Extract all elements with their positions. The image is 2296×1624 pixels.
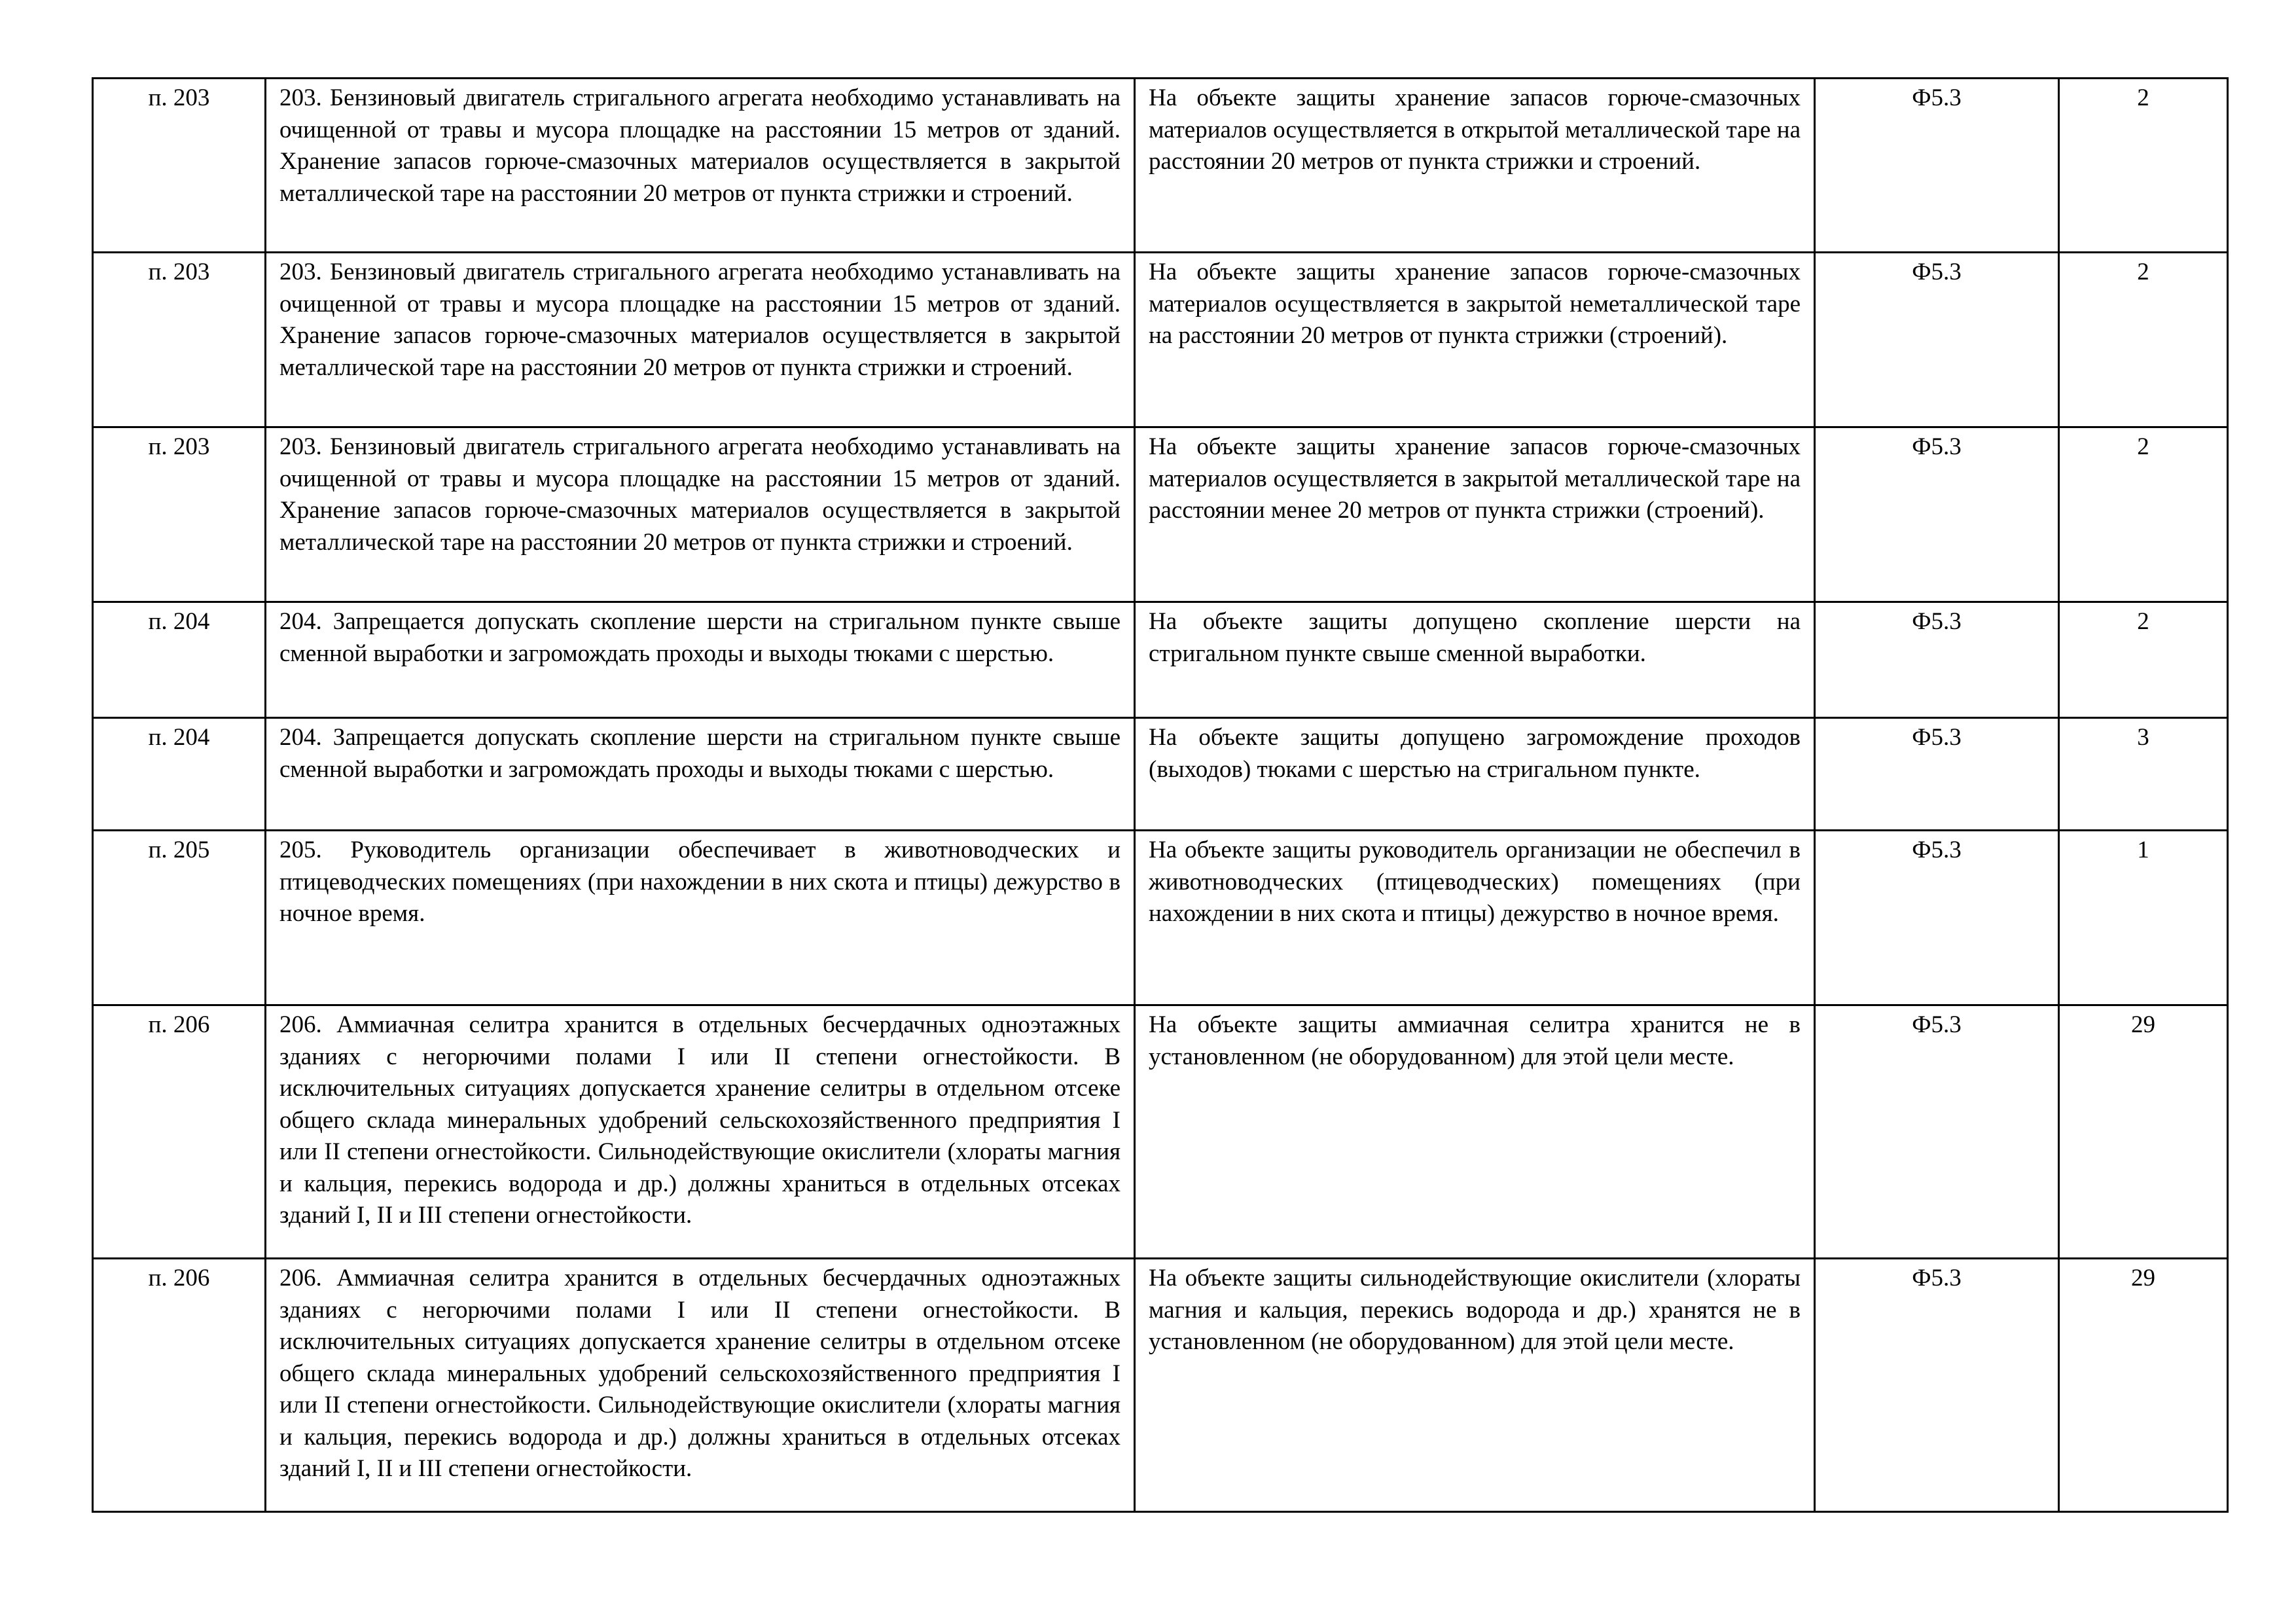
requirement-text: 206. Аммиачная селитра хранится в отдельных бесчердачных одноэтажных зданиях с негорючими полами I или II степени огнестойкости. В исключительных ситуациях допускается хранение селитры в отдельном отсеке общего склада минеральных удобрений сельскохозяйственного предприятия I или II степени огнестойкости. Сильнодействующие окислители (хлораты магния и кальция, перекись водорода и др.) должны храниться в отдельных отсеках зданий I, II и III степени огнестойкости. [279, 1265, 1121, 1482]
number-cell [2059, 427, 2228, 602]
number-cell [2059, 602, 2228, 718]
clause-ref-cell [93, 831, 266, 1005]
class-cell [1815, 1005, 2059, 1259]
functional-class: Ф5.3 [1912, 84, 1962, 111]
violation-text: На объекте защиты аммиачная селитра хранится не в установленном (не оборудованном) для этой цели месте. [1149, 1011, 1801, 1070]
requirement-cell [266, 1005, 1135, 1259]
clause-ref: п. 203 [148, 259, 210, 285]
clause-ref-cell [93, 602, 266, 718]
requirement-text: 203. Бензиновый двигатель стригального агрегата необходимо устанавливать на очищенной от травы и мусора площадке на расстоянии 15 метров от зданий. Хранение запасов горюче-смазочных материалов осуществляется в закрытой металлической таре на расстоянии 20 метров от пункта стрижки и строений. [279, 259, 1121, 381]
table-row [93, 602, 2228, 718]
number-cell [2059, 831, 2228, 1005]
class-cell [1815, 831, 2059, 1005]
class-cell [1815, 718, 2059, 831]
requirement-text: 203. Бензиновый двигатель стригального агрегата необходимо устанавливать на очищенной от травы и мусора площадке на расстоянии 15 метров от зданий. Хранение запасов горюче-смазочных материалов осуществляется в закрытой металлической таре на расстоянии 20 метров от пункта стрижки и строений. [279, 433, 1121, 556]
row-number-value: 29 [2131, 1265, 2155, 1291]
table-row [93, 1259, 2228, 1512]
row-number-value: 1 [2137, 837, 2149, 863]
functional-class: Ф5.3 [1912, 724, 1962, 751]
class-cell [1815, 602, 2059, 718]
violation-cell [1135, 1005, 1815, 1259]
class-cell [1815, 253, 2059, 427]
clause-ref-cell [93, 1259, 266, 1512]
document-page [92, 77, 2227, 1513]
row-number-value: 2 [2137, 608, 2149, 635]
violation-cell [1135, 79, 1815, 253]
requirement-cell [266, 427, 1135, 602]
functional-class: Ф5.3 [1912, 259, 1962, 285]
requirement-text: 206. Аммиачная селитра хранится в отдельных бесчердачных одноэтажных зданиях с негорючими полами I или II степени огнестойкости. В исключительных ситуациях допускается хранение селитры в отдельном отсеке общего склада минеральных удобрений сельскохозяйственного предприятия I или II степени огнестойкости. Сильнодействующие окислители (хлораты магния и кальция, перекись водорода и др.) должны храниться в отдельных отсеках зданий I, II и III степени огнестойкости. [279, 1011, 1121, 1229]
violation-cell [1135, 427, 1815, 602]
row-number-value: 29 [2131, 1011, 2155, 1038]
violation-text: На объекте защиты хранение запасов горюче-смазочных материалов осуществляется в открытой металлической таре на расстоянии 20 метров от пункта стрижки и строений. [1149, 84, 1801, 175]
functional-class: Ф5.3 [1912, 837, 1962, 863]
violation-text: На объекте защиты сильнодействующие окислители (хлораты магния и кальция, перекись водорода и др.) хранятся не в установленном (не оборудованном) для этой цели месте. [1149, 1265, 1801, 1355]
clause-ref: п. 203 [148, 433, 210, 460]
clause-ref-cell [93, 427, 266, 602]
table-row [93, 831, 2228, 1005]
requirement-cell [266, 831, 1135, 1005]
violation-text: На объекте защиты допущено загромождение проходов (выходов) тюками с шерстью на стригальном пункте. [1149, 724, 1801, 783]
table-row [93, 718, 2228, 831]
number-cell [2059, 253, 2228, 427]
requirement-cell [266, 602, 1135, 718]
clause-ref: п. 206 [148, 1011, 210, 1038]
row-number-value: 2 [2137, 433, 2149, 460]
requirement-text: 205. Руководитель организации обеспечивает в животноводческих и птицеводческих помещениях (при нахождении в них скота и птицы) дежурство в ночное время. [279, 837, 1121, 927]
number-cell [2059, 1005, 2228, 1259]
requirement-text: 203. Бензиновый двигатель стригального агрегата необходимо устанавливать на очищенной от травы и мусора площадке на расстоянии 15 метров от зданий. Хранение запасов горюче-смазочных материалов осуществляется в закрытой металлической таре на расстоянии 20 метров от пункта стрижки и строений. [279, 84, 1121, 207]
clause-ref-cell [93, 1005, 266, 1259]
requirement-cell [266, 718, 1135, 831]
violation-text: На объекте защиты хранение запасов горюче-смазочных материалов осуществляется в закрытой неметаллической таре на расстоянии 20 метров от пункта стрижки (строений). [1149, 259, 1801, 349]
clause-ref-cell [93, 253, 266, 427]
violation-cell [1135, 1259, 1815, 1512]
clause-ref: п. 206 [148, 1265, 210, 1291]
violations-table [92, 77, 2229, 1513]
table-row [93, 79, 2228, 253]
violation-cell [1135, 253, 1815, 427]
row-number-value: 3 [2137, 724, 2149, 751]
clause-ref-cell [93, 79, 266, 253]
table-row [93, 427, 2228, 602]
clause-ref: п. 203 [148, 84, 210, 111]
clause-ref: п. 204 [148, 724, 210, 751]
functional-class: Ф5.3 [1912, 1011, 1962, 1038]
violation-cell [1135, 718, 1815, 831]
requirement-cell [266, 1259, 1135, 1512]
table-row [93, 253, 2228, 427]
requirement-text: 204. Запрещается допускать скопление шерсти на стригальном пункте свыше сменной выработки и загромождать проходы и выходы тюками с шерстью. [279, 608, 1121, 667]
row-number-value: 2 [2137, 84, 2149, 111]
violation-text: На объекте защиты руководитель организации не обеспечил в животноводческих (птицеводческих) помещениях (при нахождении в них скота и птицы) дежурство в ночное время. [1149, 837, 1801, 927]
violation-cell [1135, 831, 1815, 1005]
requirement-text: 204. Запрещается допускать скопление шерсти на стригальном пункте свыше сменной выработки и загромождать проходы и выходы тюками с шерстью. [279, 724, 1121, 783]
class-cell [1815, 427, 2059, 602]
row-number-value: 2 [2137, 259, 2149, 285]
class-cell [1815, 79, 2059, 253]
violation-text: На объекте защиты допущено скопление шерсти на стригальном пункте свыше сменной выработки. [1149, 608, 1801, 667]
clause-ref: п. 204 [148, 608, 210, 635]
requirement-cell [266, 253, 1135, 427]
functional-class: Ф5.3 [1912, 433, 1962, 460]
violation-cell [1135, 602, 1815, 718]
number-cell [2059, 79, 2228, 253]
number-cell [2059, 1259, 2228, 1512]
class-cell [1815, 1259, 2059, 1512]
functional-class: Ф5.3 [1912, 608, 1962, 635]
table-row [93, 1005, 2228, 1259]
clause-ref-cell [93, 718, 266, 831]
violation-text: На объекте защиты хранение запасов горюче-смазочных материалов осуществляется в закрытой металлической таре на расстоянии менее 20 метров от пункта стрижки (строений). [1149, 433, 1801, 524]
functional-class: Ф5.3 [1912, 1265, 1962, 1291]
clause-ref: п. 205 [148, 837, 210, 863]
number-cell [2059, 718, 2228, 831]
requirement-cell [266, 79, 1135, 253]
